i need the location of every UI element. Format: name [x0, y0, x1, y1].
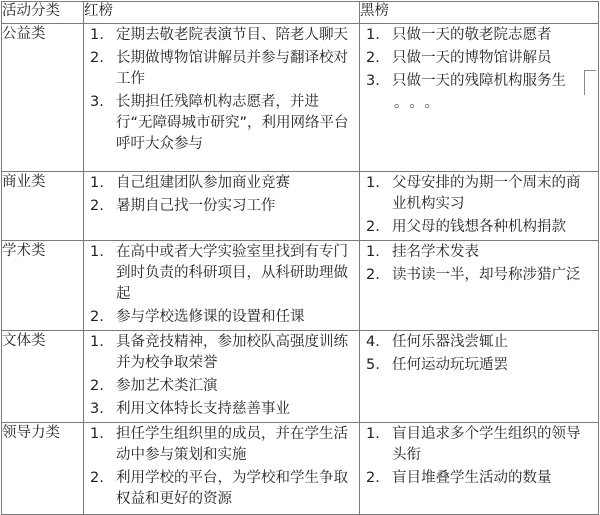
item-text: 只做一天的博物馆讲解员	[392, 50, 552, 66]
item-number: 1.	[90, 334, 104, 350]
item-number: 1.	[90, 27, 104, 43]
item-number: 3.	[90, 401, 104, 417]
list-item	[366, 48, 594, 69]
list-item	[366, 25, 594, 46]
table-row	[2, 24, 599, 172]
item-text: 读书读一半，却号称涉猎广泛	[392, 267, 581, 283]
item-text: 利用文体特长支持慈善事业	[116, 401, 290, 417]
table-row	[2, 241, 599, 331]
activity-table	[1, 1, 599, 515]
red-list-cell	[84, 172, 360, 241]
item-number: 2.	[366, 267, 380, 283]
category-cell: 学术类	[2, 241, 84, 331]
table-row	[2, 423, 599, 515]
item-number: 2.	[90, 198, 104, 214]
red-list-cell	[84, 423, 360, 515]
item-number: 2.	[90, 309, 104, 325]
item-number: 1.	[90, 244, 104, 260]
list-item	[90, 468, 355, 510]
item-text: 参与学校选修课的设置和任课	[116, 309, 305, 325]
item-number: 3.	[366, 73, 380, 89]
list-item	[90, 25, 355, 46]
list-item	[90, 376, 355, 397]
table-row	[2, 331, 599, 423]
item-text: 在高中或者大学实验室里找到有专门到时负责的科研项目，从科研助理做起	[116, 244, 348, 302]
list-item	[90, 399, 355, 420]
item-text: 长期做博物馆讲解员并参与翻译校对工作	[116, 50, 348, 87]
item-number: 1.	[366, 175, 380, 191]
item-number: 1.	[90, 426, 104, 442]
black-list-cell	[360, 423, 599, 515]
item-number: 2.	[366, 219, 380, 235]
item-text: 任何乐器浅尝辄止	[392, 334, 508, 350]
header-red-list: 红榜	[84, 2, 360, 24]
item-number: 2.	[366, 470, 380, 486]
item-number: 1.	[90, 175, 104, 191]
item-text: 具备竞技精神，参加校队高强度训练并为校争取荣誉	[116, 334, 348, 371]
item-text: 挂名学术发表	[392, 244, 479, 260]
item-number: 3.	[90, 94, 104, 110]
list-item	[366, 265, 594, 286]
black-list-cell	[360, 24, 599, 172]
item-number: 1.	[366, 244, 380, 260]
item-number: 2.	[90, 50, 104, 66]
category-cell: 公益类	[2, 24, 84, 172]
list-item	[366, 71, 594, 92]
category-cell: 商业类	[2, 172, 84, 241]
item-text: 用父母的钱想各种机构捐款	[392, 219, 566, 235]
item-number: 1.	[366, 27, 380, 43]
black-list-cell	[360, 172, 599, 241]
item-text: 定期去敬老院表演节目、陪老人聊天	[116, 27, 348, 43]
item-text: 盲目追求多个学生组织的领导头衔	[392, 426, 581, 463]
list-item	[366, 173, 594, 215]
corner-bracket-mark	[584, 70, 596, 95]
item-number: 2.	[366, 50, 380, 66]
category-cell: 文体类	[2, 331, 84, 423]
table-row	[2, 172, 599, 241]
item-number: 2.	[90, 470, 104, 486]
list-item	[366, 424, 594, 466]
item-text: 参加艺术类汇演	[116, 378, 218, 394]
category-cell: 领导力类	[2, 423, 84, 515]
item-number: 2.	[90, 378, 104, 394]
item-text: 任何运动玩玩遁罢	[392, 357, 508, 373]
item-text: 父母安排的为期一个周末的商业机构实习	[392, 175, 581, 212]
list-item	[366, 217, 594, 238]
list-item	[366, 468, 594, 489]
item-text: 利用学校的平台，为学校和学生争取权益和更好的资源	[116, 470, 348, 507]
item-number: 1.	[366, 426, 380, 442]
item-text: 自己组建团队参加商业竞赛	[116, 175, 290, 191]
list-item	[366, 242, 594, 263]
item-text: 长期担任残障机构志愿者，并进行“无障碍城市研究”，利用网络平台呼吁大众参与	[116, 94, 349, 152]
header-row	[2, 2, 599, 24]
list-item	[90, 424, 355, 466]
item-text: 盲目堆叠学生活动的数量	[392, 470, 552, 486]
item-text: 只做一天的残障机构服务生	[392, 73, 566, 89]
list-item	[90, 48, 355, 90]
red-list-cell	[84, 241, 360, 331]
list-item	[90, 173, 355, 194]
black-list-cell	[360, 241, 599, 331]
item-text: 担任学生组织里的成员，并在学生活动中参与策划和实施	[116, 426, 348, 463]
list-item	[90, 307, 355, 328]
item-text: 暑期自己找一份实习工作	[116, 198, 276, 214]
header-category: 活动分类	[2, 2, 84, 24]
list-item	[90, 332, 355, 374]
red-list-cell	[84, 331, 360, 423]
list-item	[90, 196, 355, 217]
list-item	[90, 92, 355, 155]
list-item	[366, 332, 594, 353]
header-black-list: 黑榜	[360, 2, 599, 24]
list-item	[366, 355, 594, 376]
item-number: 4.	[366, 334, 380, 350]
list-item	[90, 242, 355, 305]
red-list-cell	[84, 24, 360, 172]
item-number: 5.	[366, 357, 380, 373]
black-list-cell	[360, 331, 599, 423]
item-text: 只做一天的敬老院志愿者	[392, 27, 552, 43]
ellipsis-text: 。。。	[394, 95, 447, 111]
